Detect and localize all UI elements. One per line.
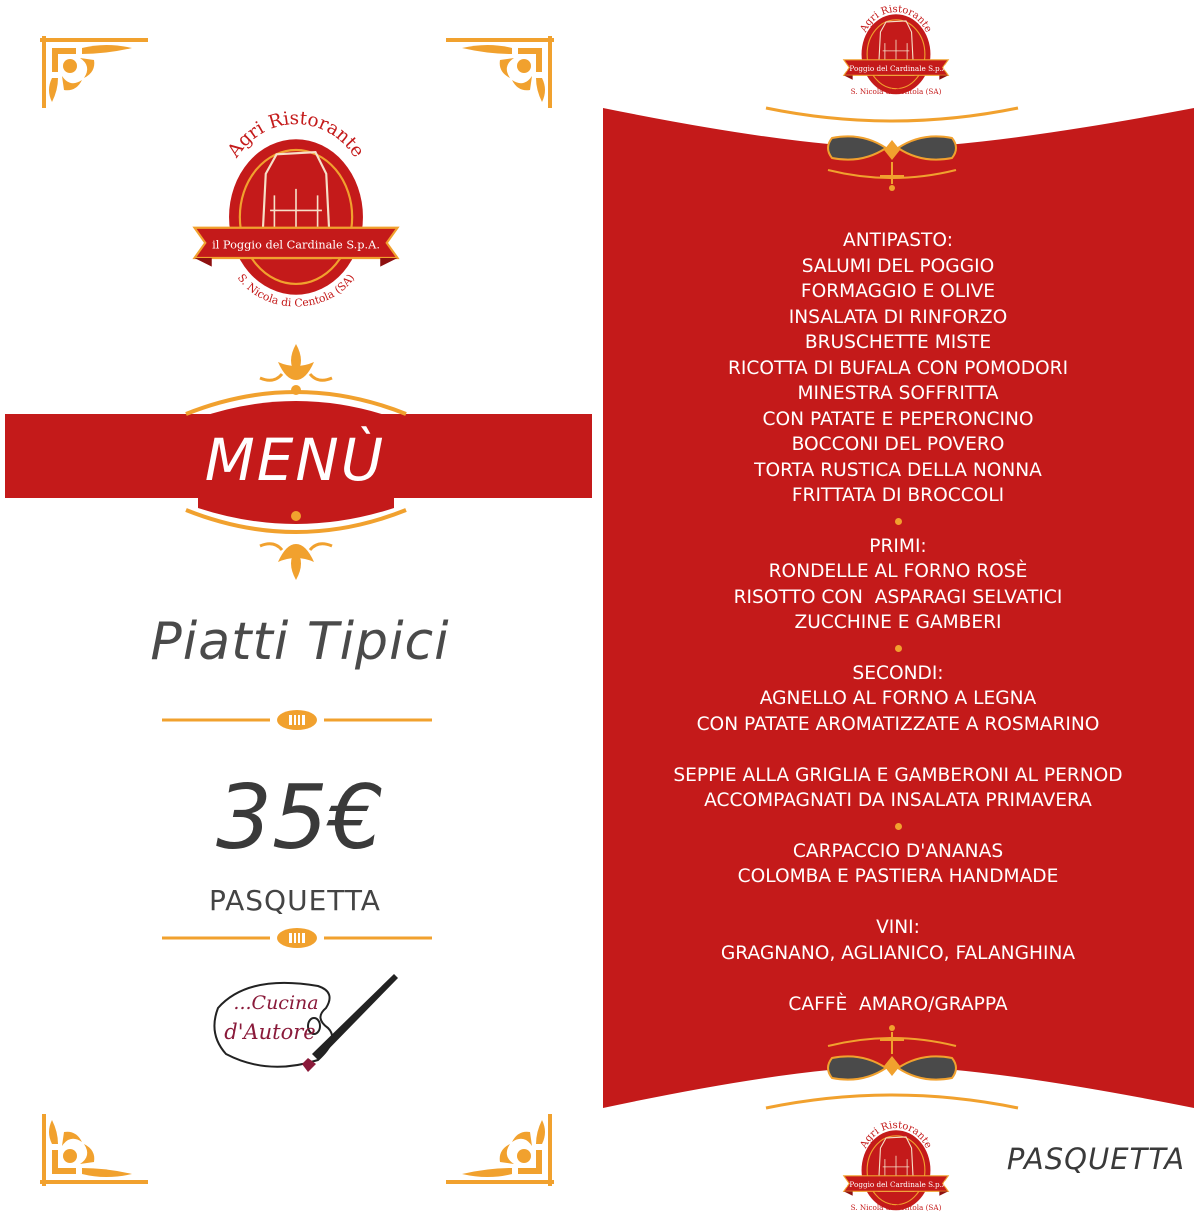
brand-line-2: d'Autore xyxy=(224,1020,316,1044)
menu-item: SALUMI DEL POGGIO xyxy=(801,255,995,277)
price: 35€ xyxy=(216,766,384,869)
footer-occasion-label: PASQUETTA xyxy=(1006,1142,1186,1176)
menu-item: SEPPIE ALLA GRIGLIA E GAMBERONI AL PERNOD xyxy=(673,764,1123,786)
menu-spacer xyxy=(600,737,1196,763)
corner-ornament-icon xyxy=(442,32,558,112)
section-separator-dot-icon xyxy=(895,823,902,830)
menu-item: RISOTTO CON ASPARAGI SELVATICI xyxy=(733,586,1063,608)
divider-ornament-icon xyxy=(162,708,432,732)
restaurant-logo-small xyxy=(840,2,952,102)
brand-line-1: ...Cucina xyxy=(233,992,319,1014)
corner-ornament-icon xyxy=(36,32,152,112)
menu-item: AGNELLO AL FORNO A LEGNA xyxy=(759,688,1037,709)
logo-arc-text: Agri Ristorante xyxy=(223,107,369,162)
section-separator-dot-icon xyxy=(895,518,902,525)
logo-location-text: S. Nicola di Centola (SA) xyxy=(850,1203,942,1213)
menu-spacer xyxy=(600,966,1196,992)
section-separator-dot-icon xyxy=(895,645,902,652)
logo-arc-text: Agri Ristorante xyxy=(858,1119,934,1151)
logo-ribbon-text: il Poggio del Cardinale S.p.A. xyxy=(842,63,950,73)
menu-item: BRUSCHETTE MISTE xyxy=(804,332,992,353)
corner-ornament-icon xyxy=(36,1110,152,1190)
menu-list xyxy=(600,228,1196,1017)
menu-item: COLOMBA E PASTIERA HANDMADE xyxy=(737,866,1059,887)
svg-text:S. Nicola di Centola (SA) xyxy=(235,272,357,310)
menu-item: CON PATATE AROMATIZZATE A ROSMARINO xyxy=(696,713,1100,735)
menu-item: CARPACCIO D'ANANAS xyxy=(792,840,1004,862)
menu-section-heading: PRIMI: xyxy=(869,535,927,557)
menu-section-heading: VINI: xyxy=(876,917,920,938)
occasion-label: PASQUETTA xyxy=(209,884,381,917)
menu-item: CAFFÈ AMARO/GRAPPA xyxy=(788,993,1008,1015)
menu-item: ACCOMPAGNATI DA INSALATA PRIMAVERA xyxy=(704,790,1092,811)
menu-item: RICOTTA DI BUFALA CON POMODORI xyxy=(727,357,1069,379)
menu-item: ZUCCHINE E GAMBERI xyxy=(794,612,1002,633)
logo-ribbon-text: il Poggio del Cardinale S.p.A. xyxy=(842,1179,950,1189)
menu-section-heading: ANTIPASTO: xyxy=(843,230,953,251)
cucina-brand-logo xyxy=(208,968,404,1078)
menu-item: FORMAGGIO E OLIVE xyxy=(800,281,996,302)
menu-item: GRAGNANO, AGLIANICO, FALANGHINA xyxy=(720,942,1076,964)
restaurant-logo xyxy=(188,96,404,312)
menu-item: TORTA RUSTICA DELLA NONNA xyxy=(754,459,1042,481)
menu-section-heading: SECONDI: xyxy=(852,662,944,684)
menu-item: RONDELLE AL FORNO ROSÈ xyxy=(768,561,1028,582)
logo-ribbon-text: il Poggio del Cardinale S.p.A. xyxy=(212,237,380,252)
logo-location-text: S. Nicola di Centola (SA) xyxy=(850,87,942,97)
menu-item: FRITTATA DI BROCCOLI xyxy=(791,485,1005,506)
menu-item: CON PATATE E PEPERONCINO xyxy=(762,408,1034,430)
tower-icon xyxy=(840,1118,952,1218)
menu-title: MENÙ xyxy=(204,426,386,494)
subtitle: Piatti Tipici xyxy=(150,612,450,672)
divider-ornament-icon xyxy=(162,926,432,950)
menu-spacer xyxy=(600,890,1196,916)
svg-text:Agri Ristorante xyxy=(223,108,368,162)
menu-item: BOCCONI DEL POVERO xyxy=(791,434,1005,455)
corner-ornament-icon xyxy=(442,1110,558,1190)
tower-icon xyxy=(840,2,952,102)
restaurant-logo-small xyxy=(840,1118,952,1218)
menu-item: MINESTRA SOFFRITTA xyxy=(797,383,999,404)
menu-item: INSALATA DI RINFORZO xyxy=(788,306,1008,328)
logo-location-text: S. Nicola di Centola (SA) xyxy=(234,271,358,310)
logo-arc-text: Agri Ristorante xyxy=(858,3,934,35)
